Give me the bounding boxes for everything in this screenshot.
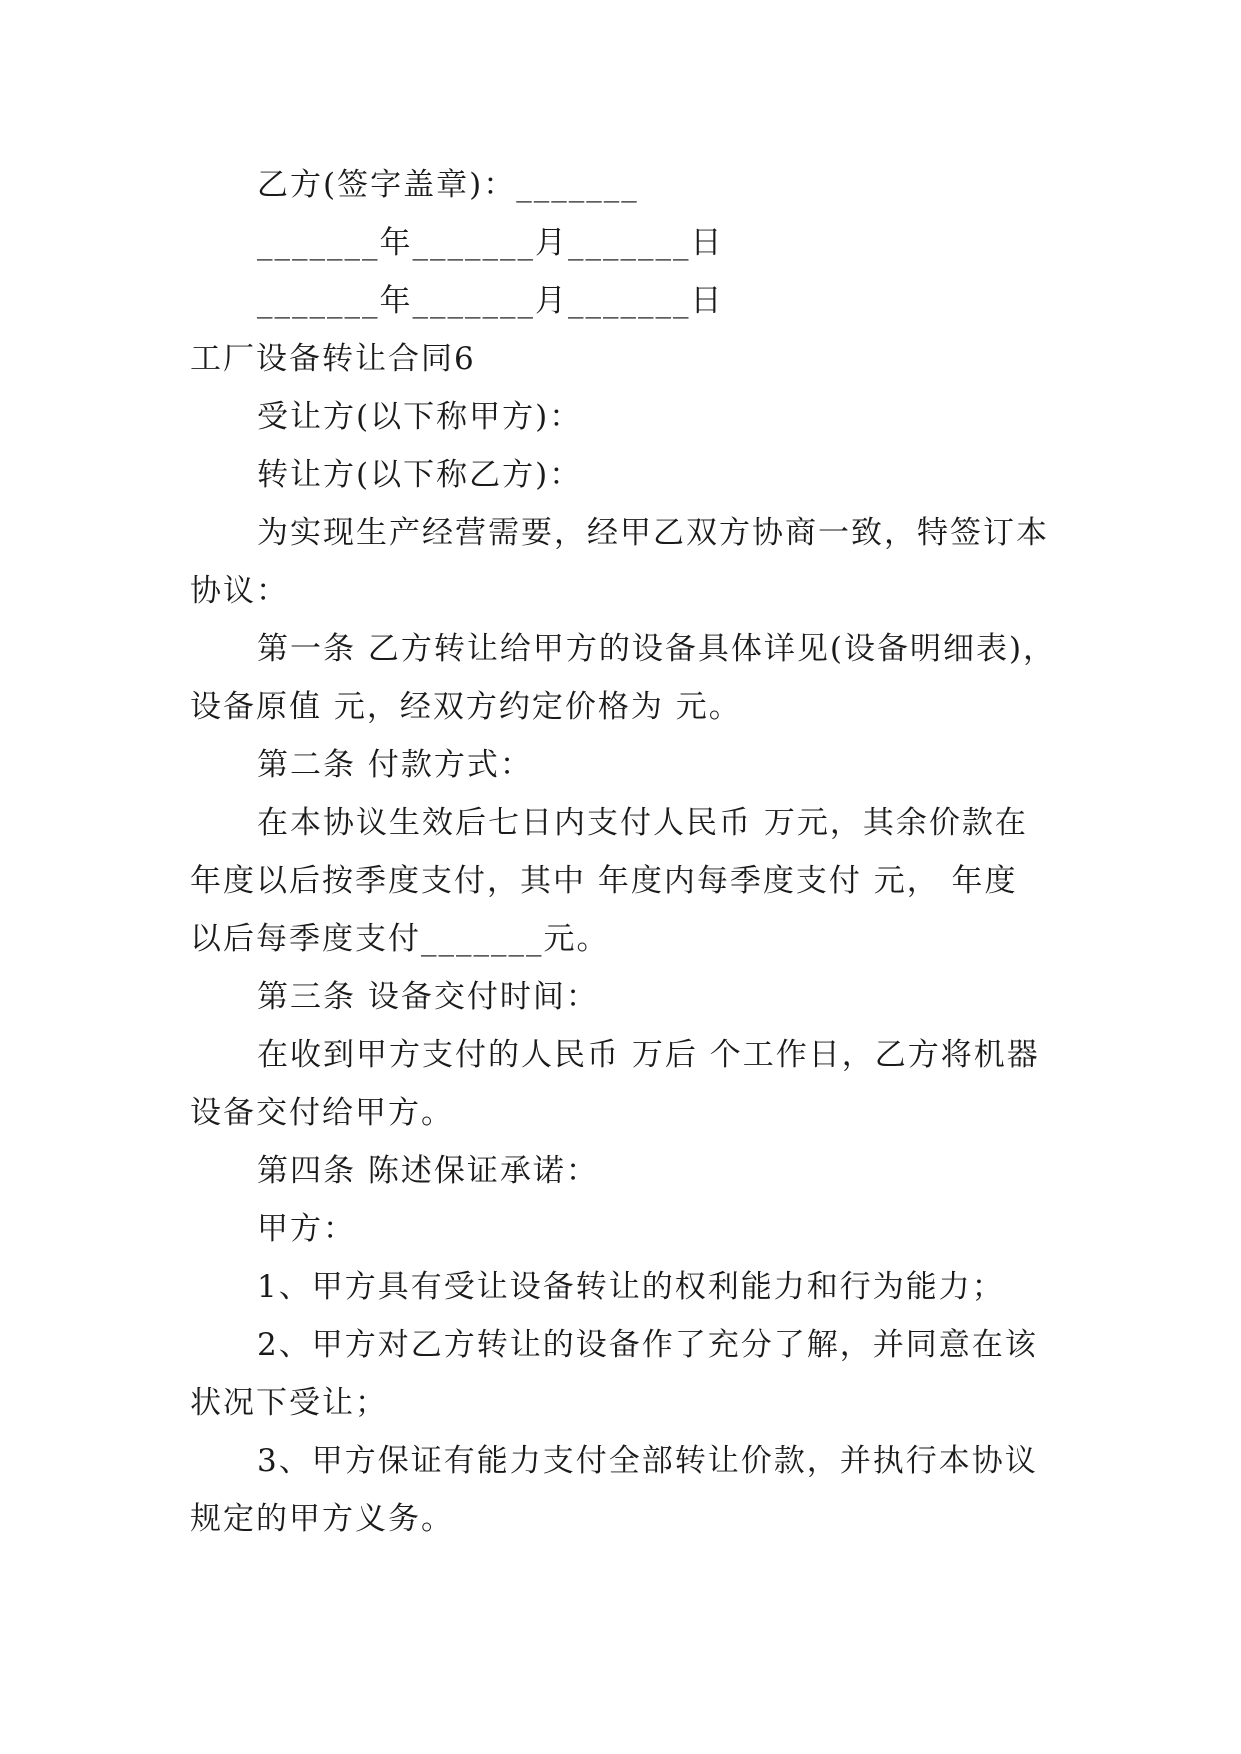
signature-line-party-b: 乙方(签字盖章)：_______ <box>257 167 639 203</box>
article-2-line-1: 在本协议生效后七日内支付人民币 万元，其余价款在 <box>257 805 1028 841</box>
date-line-2: _______年_______月_______日 <box>257 283 724 319</box>
preamble-line-1: 为实现生产经营需要，经甲乙双方协商一致，特签订本 <box>257 515 1049 551</box>
preamble-line-2: 协议： <box>190 573 289 609</box>
party-a-item-2-line-2: 状况下受让； <box>190 1385 388 1421</box>
transferee-line: 受让方(以下称甲方)： <box>257 399 583 435</box>
article-2-line-3: 以后每季度支付_______元。 <box>190 921 610 957</box>
article-3-line-2: 设备交付给甲方。 <box>190 1095 454 1131</box>
article-1-line-2: 设备原值 元，经双方约定价格为 元。 <box>190 689 742 725</box>
article-2-line-2: 年度以后按季度支付，其中 年度内每季度支付 元， 年度 <box>190 863 1018 899</box>
party-a-item-1: 1、甲方具有受让设备转让的权利能力和行为能力； <box>257 1269 1005 1305</box>
transferor-line: 转让方(以下称乙方)： <box>257 457 583 493</box>
article-2-heading: 第二条 付款方式： <box>257 747 533 783</box>
party-a-heading: 甲方： <box>257 1211 356 1247</box>
contract-title: 工厂设备转让合同6 <box>190 341 476 377</box>
party-a-item-2-line-1: 2、甲方对乙方转让的设备作了充分了解，并同意在该 <box>257 1327 1038 1363</box>
article-1-line-1: 第一条 乙方转让给甲方的设备具体详见(设备明细表)， <box>257 631 1057 667</box>
article-3-line-1: 在收到甲方支付的人民币 万后 个工作日，乙方将机器 <box>257 1037 1040 1073</box>
article-4-heading: 第四条 陈述保证承诺： <box>257 1153 599 1189</box>
article-3-heading: 第三条 设备交付时间： <box>257 979 599 1015</box>
party-a-item-3-line-1: 3、甲方保证有能力支付全部转让价款，并执行本协议 <box>257 1443 1038 1479</box>
party-a-item-3-line-2: 规定的甲方义务。 <box>190 1501 454 1537</box>
date-line-1: _______年_______月_______日 <box>257 225 724 261</box>
